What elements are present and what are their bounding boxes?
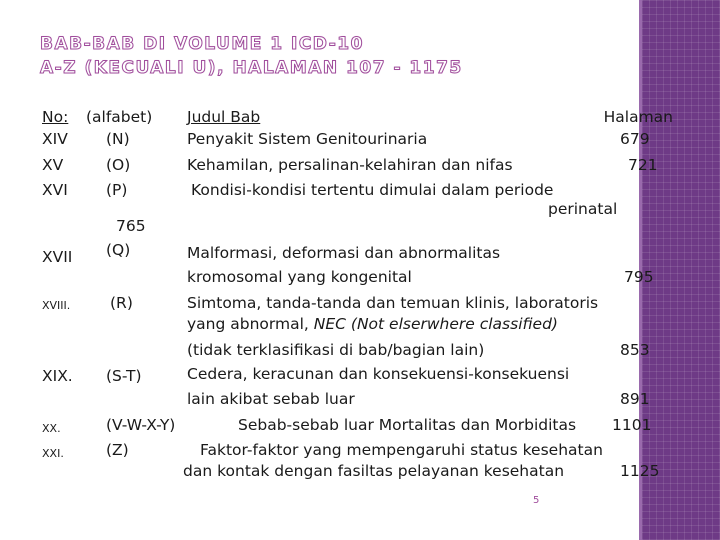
row-no: XIX.: [42, 367, 73, 385]
row-title-line-3: (tidak terklasifikasi di bab/bagian lain): [187, 341, 485, 359]
header-halaman: Halaman: [603, 108, 673, 126]
row-page: 721: [628, 156, 658, 174]
row-code: (R): [110, 294, 133, 312]
header-alfabet: (alfabet): [86, 108, 153, 126]
row-code: (N): [106, 130, 130, 148]
row-code: (P): [106, 181, 128, 199]
row-title: Kehamilan, persalinan-kelahiran dan nifas: [187, 156, 513, 174]
row-title-line-1: Cedera, keracunan dan konsekuensi-konsekuensi: [187, 365, 570, 383]
row-title-line-2: perinatal: [548, 200, 618, 218]
row-title-line-2: dan kontak dengan fasiltas pelayanan kesehatan: [183, 462, 565, 480]
row-page: 679: [620, 130, 650, 148]
row-code: (Q): [106, 241, 131, 259]
row-title-line-2: yang abnormal, NEC (Not elserwhere classified): [187, 315, 558, 333]
header-judul: Judul Bab: [187, 108, 261, 126]
row-page: 1125: [620, 462, 660, 480]
nec-note: NEC (Not elserwhere classified): [313, 315, 558, 333]
row-no: XX.: [42, 422, 61, 435]
row-title: Penyakit Sistem Genitourinaria: [187, 130, 428, 148]
page-number: 5: [533, 495, 540, 506]
row-page: 853: [620, 341, 650, 359]
row-title-line-1: Malformasi, deformasi dan abnormalitas: [187, 244, 501, 262]
header-judul-halaman: [187, 107, 673, 127]
row-page: 1101: [612, 416, 652, 434]
row-no: XV: [42, 156, 64, 174]
row-title: Sebab-sebab luar Mortalitas dan Morbiditas: [238, 416, 577, 434]
row-page: 765: [116, 217, 146, 235]
row-code: (S-T): [106, 367, 142, 385]
row-no: XIV: [42, 130, 68, 148]
row-no: XVII: [42, 248, 73, 266]
row-no: XVIII.: [42, 299, 71, 312]
row-title-line-2: kromosomal yang kongenital: [187, 268, 412, 286]
row-code: (V-W-X-Y): [106, 416, 176, 434]
slide-title-line-1: BAB-BAB DI VOLUME 1 ICD-10: [40, 34, 364, 54]
row-code: (Z): [106, 441, 129, 459]
row-page: 891: [620, 390, 650, 408]
slide-title-line-2: A-Z (KECUALI U), HALAMAN 107 - 1175: [40, 58, 463, 78]
row-title-line-1: Kondisi-kondisi tertentu dimulai dalam periode: [191, 181, 554, 199]
decorative-side-strip: [642, 0, 720, 540]
row-title-line-2: lain akibat sebab luar: [187, 390, 355, 408]
row-title-line-1: Faktor-faktor yang mempengaruhi status kesehatan: [200, 441, 603, 459]
header-no: No:: [42, 108, 69, 126]
row-no: XXI.: [42, 447, 64, 460]
row-no: XVI: [42, 181, 68, 199]
row-title-line-1: Simtoma, tanda-tanda dan temuan klinis, laboratoris: [187, 294, 599, 312]
row-page: 795: [624, 268, 654, 286]
row-code: (O): [106, 156, 131, 174]
